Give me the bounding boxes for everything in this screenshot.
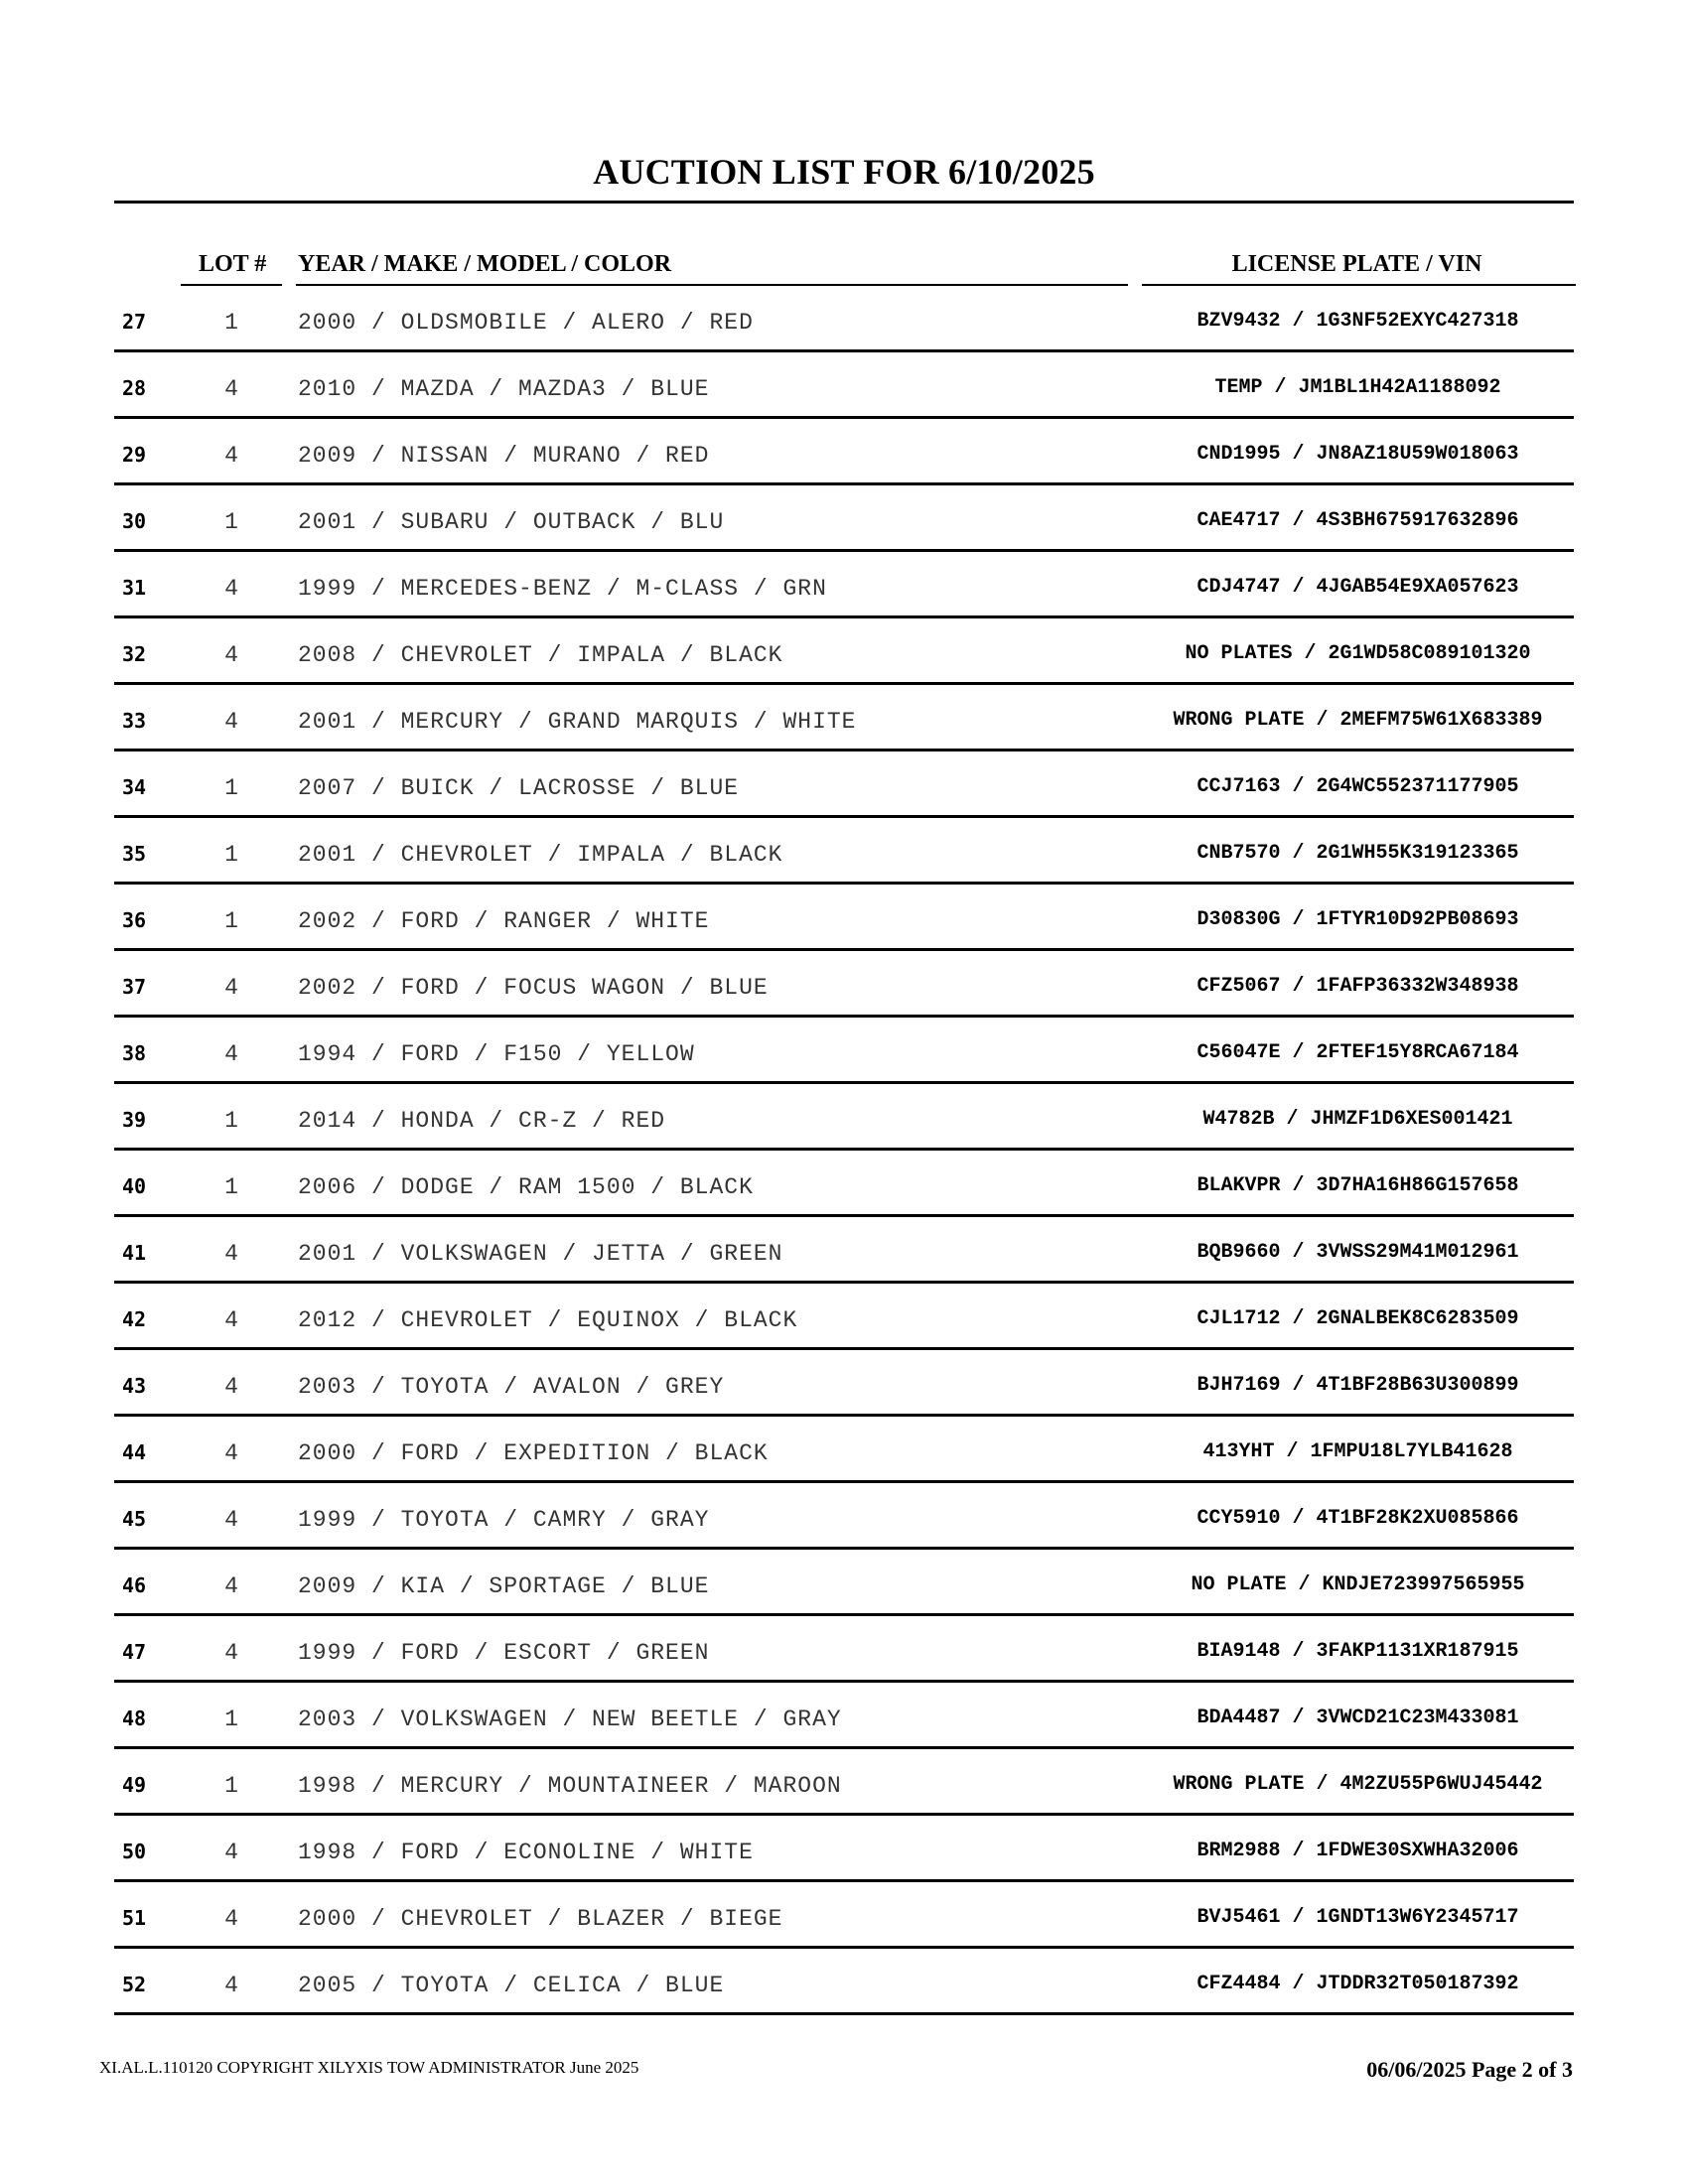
row-number: 52 bbox=[122, 1973, 147, 1996]
row-number: 45 bbox=[122, 1507, 147, 1531]
plate-vin: BZV9432 / 1G3NF52EXYC427318 bbox=[1196, 310, 1519, 333]
table-row bbox=[114, 1550, 1574, 1616]
row-number: 29 bbox=[122, 443, 147, 467]
table-row bbox=[114, 1284, 1574, 1350]
lot-number: 1 bbox=[224, 1773, 238, 1799]
plate-vin: BVJ5461 / 1GNDT13W6Y2345717 bbox=[1196, 1906, 1519, 1929]
plate-vin: C56047E / 2FTEF15Y8RCA67184 bbox=[1196, 1041, 1519, 1064]
plate-vin: BJH7169 / 4T1BF28B63U300899 bbox=[1196, 1374, 1519, 1397]
vehicle-description: 2001 / CHEVROLET / IMPALA / BLACK bbox=[298, 842, 783, 868]
lot-number: 1 bbox=[224, 1174, 238, 1200]
lot-number: 4 bbox=[224, 1840, 238, 1865]
plate-vin: TEMP / JM1BL1H42A1188092 bbox=[1214, 376, 1501, 399]
vehicle-description: 2014 / HONDA / CR-Z / RED bbox=[298, 1108, 666, 1134]
plate-vin: BRM2988 / 1FDWE30SXWHA32006 bbox=[1196, 1840, 1519, 1862]
row-number: 43 bbox=[122, 1374, 147, 1398]
row-number: 38 bbox=[122, 1041, 147, 1065]
row-number: 44 bbox=[122, 1440, 147, 1464]
plate-vin: 413YHT / 1FMPU18L7YLB41628 bbox=[1202, 1440, 1513, 1463]
vehicle-description: 1999 / MERCEDES-BENZ / M-CLASS / GRN bbox=[298, 576, 827, 602]
vehicle-description: 2005 / TOYOTA / CELICA / BLUE bbox=[298, 1973, 725, 1998]
row-number: 41 bbox=[122, 1241, 147, 1265]
vehicle-description: 2001 / SUBARU / OUTBACK / BLU bbox=[298, 509, 725, 535]
row-number: 32 bbox=[122, 642, 147, 666]
lot-number: 1 bbox=[224, 842, 238, 868]
plate-vin: CCJ7163 / 2G4WC552371177905 bbox=[1196, 775, 1519, 798]
lot-number: 4 bbox=[224, 1440, 238, 1466]
table-row bbox=[114, 485, 1574, 552]
table-row bbox=[114, 1217, 1574, 1284]
table-row bbox=[114, 818, 1574, 885]
vehicle-description: 2007 / BUICK / LACROSSE / BLUE bbox=[298, 775, 740, 801]
row-number: 39 bbox=[122, 1108, 147, 1132]
lot-number: 4 bbox=[224, 376, 238, 402]
table-row bbox=[114, 1882, 1574, 1949]
vehicle-description: 2001 / MERCURY / GRAND MARQUIS / WHITE bbox=[298, 709, 857, 735]
table-row bbox=[114, 1151, 1574, 1217]
lot-number: 4 bbox=[224, 1973, 238, 1998]
lot-number: 1 bbox=[224, 509, 238, 535]
lot-number: 4 bbox=[224, 1374, 238, 1400]
lot-number: 4 bbox=[224, 1906, 238, 1932]
table-row bbox=[114, 1417, 1574, 1483]
row-number: 50 bbox=[122, 1840, 147, 1863]
plate-vin: CCY5910 / 4T1BF28K2XU085866 bbox=[1196, 1507, 1519, 1530]
lot-number: 4 bbox=[224, 1507, 238, 1533]
table-row bbox=[114, 1616, 1574, 1683]
vehicle-description: 1999 / FORD / ESCORT / GREEN bbox=[298, 1640, 710, 1666]
table-row bbox=[114, 1683, 1574, 1749]
row-number: 46 bbox=[122, 1573, 147, 1597]
plate-vin: NO PLATES / 2G1WD58C089101320 bbox=[1185, 642, 1531, 665]
table-row bbox=[114, 1483, 1574, 1550]
row-number: 27 bbox=[122, 310, 147, 334]
lot-number: 4 bbox=[224, 576, 238, 602]
plate-vin: NO PLATE / KNDJE723997565955 bbox=[1191, 1573, 1525, 1596]
lot-number: 4 bbox=[224, 1241, 238, 1267]
vehicle-description: 2003 / TOYOTA / AVALON / GREY bbox=[298, 1374, 725, 1400]
vehicle-description: 2010 / MAZDA / MAZDA3 / BLUE bbox=[298, 376, 710, 402]
title-divider bbox=[114, 201, 1574, 204]
vehicle-description: 2006 / DODGE / RAM 1500 / BLACK bbox=[298, 1174, 754, 1200]
plate-vin: CDJ4747 / 4JGAB54E9XA057623 bbox=[1196, 576, 1519, 599]
plate-vin: W4782B / JHMZF1D6XES001421 bbox=[1202, 1108, 1513, 1131]
lot-number: 4 bbox=[224, 1640, 238, 1666]
table-row bbox=[114, 685, 1574, 751]
lot-number: 4 bbox=[224, 642, 238, 668]
lot-number: 4 bbox=[224, 1573, 238, 1599]
row-number: 30 bbox=[122, 509, 147, 533]
row-number: 47 bbox=[122, 1640, 147, 1664]
column-header-vehicle: YEAR / MAKE / MODEL / COLOR bbox=[298, 251, 672, 277]
plate-vin: WRONG PLATE / 2MEFM75W61X683389 bbox=[1173, 709, 1543, 732]
vehicle-description: 1998 / MERCURY / MOUNTAINEER / MAROON bbox=[298, 1773, 842, 1799]
table-row bbox=[114, 1018, 1574, 1084]
footer-page-info: 06/06/2025 Page 2 of 3 bbox=[1366, 2057, 1573, 2082]
table-row bbox=[114, 751, 1574, 818]
lot-number: 1 bbox=[224, 908, 238, 934]
table-row bbox=[114, 352, 1574, 419]
plate-vin: BLAKVPR / 3D7HA16H86G157658 bbox=[1196, 1174, 1519, 1197]
vehicle-description: 2008 / CHEVROLET / IMPALA / BLACK bbox=[298, 642, 783, 668]
table-row bbox=[114, 1350, 1574, 1417]
plate-vin: BDA4487 / 3VWCD21C23M433081 bbox=[1196, 1706, 1519, 1729]
page-title: AUCTION LIST FOR 6/10/2025 bbox=[593, 152, 1095, 192]
vehicle-description: 1999 / TOYOTA / CAMRY / GRAY bbox=[298, 1507, 710, 1533]
lot-number: 4 bbox=[224, 1307, 238, 1333]
lot-number: 4 bbox=[224, 443, 238, 469]
row-number: 28 bbox=[122, 376, 147, 400]
table-row bbox=[114, 885, 1574, 951]
vehicle-description: 2001 / VOLKSWAGEN / JETTA / GREEN bbox=[298, 1241, 783, 1267]
lot-number: 1 bbox=[224, 775, 238, 801]
lot-number: 1 bbox=[224, 1706, 238, 1732]
row-number: 42 bbox=[122, 1307, 147, 1331]
plate-vin: BIA9148 / 3FAKP1131XR187915 bbox=[1196, 1640, 1519, 1663]
lot-number: 4 bbox=[224, 709, 238, 735]
vehicle-description: 2000 / FORD / EXPEDITION / BLACK bbox=[298, 1440, 769, 1466]
vehicle-description: 2000 / OLDSMOBILE / ALERO / RED bbox=[298, 310, 754, 336]
plate-vin: CFZ5067 / 1FAFP36332W348938 bbox=[1196, 975, 1519, 998]
row-number: 48 bbox=[122, 1706, 147, 1730]
row-number: 51 bbox=[122, 1906, 147, 1930]
table-row bbox=[114, 1749, 1574, 1816]
vehicle-description: 2009 / KIA / SPORTAGE / BLUE bbox=[298, 1573, 710, 1599]
plate-vin: D30830G / 1FTYR10D92PB08693 bbox=[1196, 908, 1519, 931]
table-row bbox=[114, 1816, 1574, 1882]
table-row bbox=[114, 618, 1574, 685]
lot-number: 4 bbox=[224, 1041, 238, 1067]
plate-vin: CAE4717 / 4S3BH675917632896 bbox=[1196, 509, 1519, 532]
row-number: 31 bbox=[122, 576, 147, 600]
row-number: 49 bbox=[122, 1773, 147, 1797]
lot-number: 1 bbox=[224, 1108, 238, 1134]
table-row bbox=[114, 419, 1574, 485]
plate-vin: WRONG PLATE / 4M2ZU55P6WUJ45442 bbox=[1173, 1773, 1543, 1796]
vehicle-description: 1998 / FORD / ECONOLINE / WHITE bbox=[298, 1840, 754, 1865]
vehicle-description: 1994 / FORD / F150 / YELLOW bbox=[298, 1041, 695, 1067]
table-row bbox=[114, 951, 1574, 1018]
row-number: 40 bbox=[122, 1174, 147, 1198]
vehicle-description: 2009 / NISSAN / MURANO / RED bbox=[298, 443, 710, 469]
plate-vin: CND1995 / JN8AZ18U59W018063 bbox=[1196, 443, 1519, 466]
row-number: 34 bbox=[122, 775, 147, 799]
plate-vin: CFZ4484 / JTDDR32T050187392 bbox=[1196, 1973, 1519, 1995]
plate-vin: CJL1712 / 2GNALBEK8C6283509 bbox=[1196, 1307, 1519, 1330]
row-number: 33 bbox=[122, 709, 147, 733]
vehicle-description: 2003 / VOLKSWAGEN / NEW BEETLE / GRAY bbox=[298, 1706, 842, 1732]
table-row bbox=[114, 1949, 1574, 2015]
column-header-lot: LOT # bbox=[199, 251, 267, 277]
column-header-plate-vin: LICENSE PLATE / VIN bbox=[1231, 251, 1482, 277]
row-number: 36 bbox=[122, 908, 147, 932]
vehicle-description: 2012 / CHEVROLET / EQUINOX / BLACK bbox=[298, 1307, 798, 1333]
lot-number: 4 bbox=[224, 975, 238, 1001]
vehicle-description: 2002 / FORD / RANGER / WHITE bbox=[298, 908, 710, 934]
footer-copyright: XI.AL.L.110120 COPYRIGHT XILYXIS TOW ADMINISTRATOR June 2025 bbox=[99, 2058, 639, 2077]
vehicle-description: 2002 / FORD / FOCUS WAGON / BLUE bbox=[298, 975, 769, 1001]
table-row bbox=[114, 286, 1574, 352]
plate-vin: CNB7570 / 2G1WH55K319123365 bbox=[1196, 842, 1519, 865]
table-row bbox=[114, 1084, 1574, 1151]
row-number: 35 bbox=[122, 842, 147, 866]
auction-table bbox=[114, 286, 1574, 2015]
vehicle-description: 2000 / CHEVROLET / BLAZER / BIEGE bbox=[298, 1906, 783, 1932]
row-number: 37 bbox=[122, 975, 147, 999]
plate-vin: BQB9660 / 3VWSS29M41M012961 bbox=[1196, 1241, 1519, 1264]
table-row bbox=[114, 552, 1574, 618]
lot-number: 1 bbox=[224, 310, 238, 336]
